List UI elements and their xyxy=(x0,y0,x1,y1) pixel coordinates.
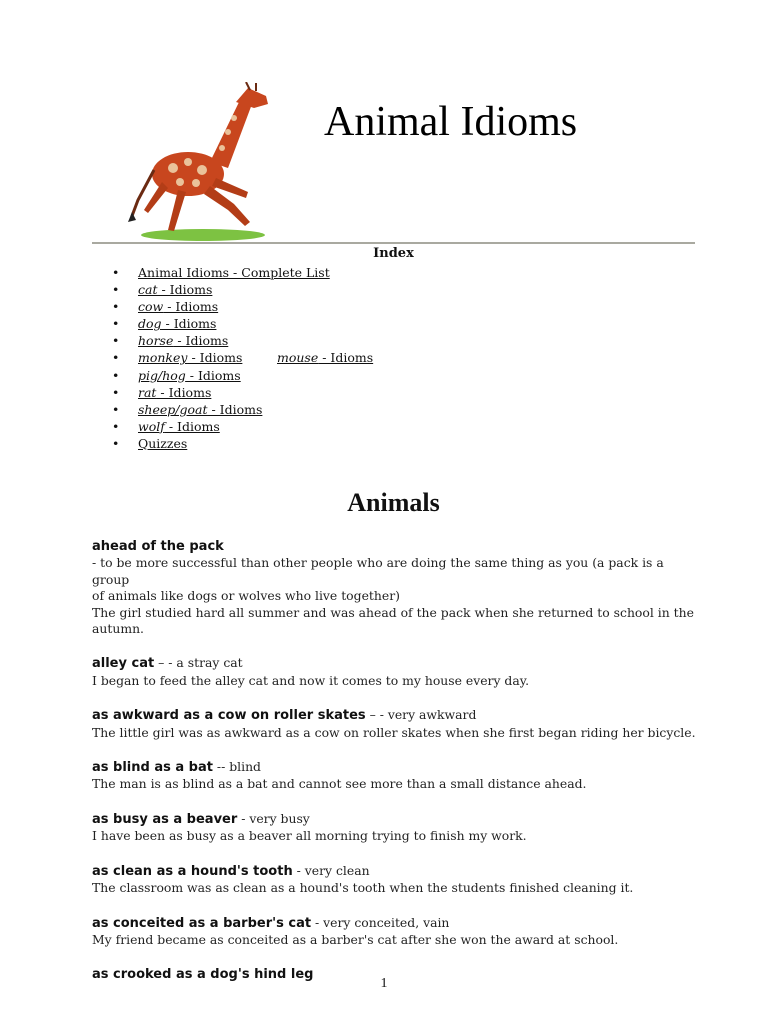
index-item xyxy=(112,298,330,315)
idiom-term: as crooked as a dog's hind leg xyxy=(92,967,314,983)
idiom-text-line: I began to feed the alley cat and now it comes to my house every day. xyxy=(92,672,530,688)
idiom-entry xyxy=(92,707,702,759)
header-divider xyxy=(92,242,695,244)
idiom-definition: - very busy xyxy=(237,810,310,826)
idiom-text-line: I have been as busy as a beaver all morning trying to finish my work. xyxy=(92,828,527,844)
idiom-entry xyxy=(92,538,702,655)
idiom-term: as conceited as a barber's cat xyxy=(92,915,312,931)
index-item xyxy=(112,264,330,281)
index-link[interactable]: rat - Idioms xyxy=(138,384,212,400)
index-item xyxy=(112,281,330,298)
idiom-text-line: autumn. xyxy=(92,621,144,637)
index-heading: Index xyxy=(373,246,414,261)
index-item xyxy=(112,401,330,418)
bullet-icon: • xyxy=(112,384,120,400)
index-item xyxy=(112,367,330,384)
bullet-icon: • xyxy=(112,350,120,366)
index-item xyxy=(112,384,330,401)
idiom-definition: – - a stray cat xyxy=(154,655,243,671)
idiom-text-line: of animals like dogs or wolves who live together) xyxy=(92,588,400,604)
bullet-icon: • xyxy=(112,367,120,383)
section-heading: Animals xyxy=(347,488,440,517)
page-number: 1 xyxy=(380,976,388,991)
index-link[interactable]: pig/hog - Idioms xyxy=(138,367,241,383)
idiom-entries xyxy=(92,538,702,984)
bullet-icon: • xyxy=(112,418,120,434)
idiom-definition: – - very awkward xyxy=(365,707,477,723)
index-link[interactable]: Quizzes xyxy=(138,435,188,451)
index-link[interactable]: monkey - Idioms xyxy=(138,350,243,366)
bullet-icon: • xyxy=(112,265,120,280)
idiom-definition: - very conceited, vain xyxy=(311,914,450,930)
bullet-icon: • xyxy=(112,282,120,298)
bullet-icon: • xyxy=(112,435,120,451)
index-link[interactable]: cow - Idioms xyxy=(138,299,219,315)
idiom-text-line: My friend became as conceited as a barber's cat after she won the award at school. xyxy=(92,931,619,947)
idiom-term: as clean as a hound's tooth xyxy=(92,863,293,879)
page-title: Animal Idioms xyxy=(324,99,578,145)
index-item xyxy=(112,418,330,435)
idiom-definition: - very clean xyxy=(292,862,370,878)
index-link[interactable]: dog - Idioms xyxy=(138,316,217,332)
index-link[interactable]: horse - Idioms xyxy=(138,333,229,349)
idiom-entry xyxy=(92,863,702,915)
idiom-term: ahead of the pack xyxy=(92,539,224,554)
index-item xyxy=(112,315,330,332)
index-list xyxy=(112,264,374,452)
bullet-icon: • xyxy=(112,316,120,332)
idiom-term: as awkward as a cow on roller skates xyxy=(92,708,366,724)
idiom-entry xyxy=(92,655,702,707)
index-link[interactable]: Animal Idioms - Complete List xyxy=(138,265,330,280)
idiom-entry xyxy=(92,811,702,863)
index-link[interactable]: sheep/goat - Idioms xyxy=(138,401,263,417)
bullet-icon: • xyxy=(112,299,120,315)
idiom-text-line: The man is as blind as a bat and cannot see more than a small distance ahead. xyxy=(92,776,587,792)
idiom-term: alley cat xyxy=(92,656,155,672)
index-link[interactable]: wolf - Idioms xyxy=(138,418,220,434)
idiom-entry xyxy=(92,759,702,811)
idiom-text-line: - to be more successful than other people who are doing the same thing as you (a pack is a group xyxy=(92,555,664,587)
idiom-text-line: The girl studied hard all summer and was ahead of the pack when she returned to school in the xyxy=(92,604,694,620)
idiom-entry xyxy=(92,915,702,967)
index-item xyxy=(112,435,330,452)
index-link[interactable]: cat - Idioms xyxy=(138,282,213,298)
idiom-term: as busy as a beaver xyxy=(92,811,238,827)
idiom-text-line: The little girl was as awkward as a cow on roller skates when she first began riding her bicycle. xyxy=(92,724,696,740)
idiom-text-line: The classroom was as clean as a hound's tooth when the students finished cleaning it. xyxy=(92,880,634,896)
idiom-definition: -- blind xyxy=(212,759,261,775)
idiom-term: as blind as a bat xyxy=(92,760,213,776)
index-item xyxy=(112,349,374,366)
bullet-icon: • xyxy=(112,333,120,349)
giraffe-illustration xyxy=(118,82,288,244)
index-item xyxy=(112,332,330,349)
index-link-mouse[interactable]: mouse - Idioms xyxy=(277,350,374,366)
bullet-icon: • xyxy=(112,401,120,417)
